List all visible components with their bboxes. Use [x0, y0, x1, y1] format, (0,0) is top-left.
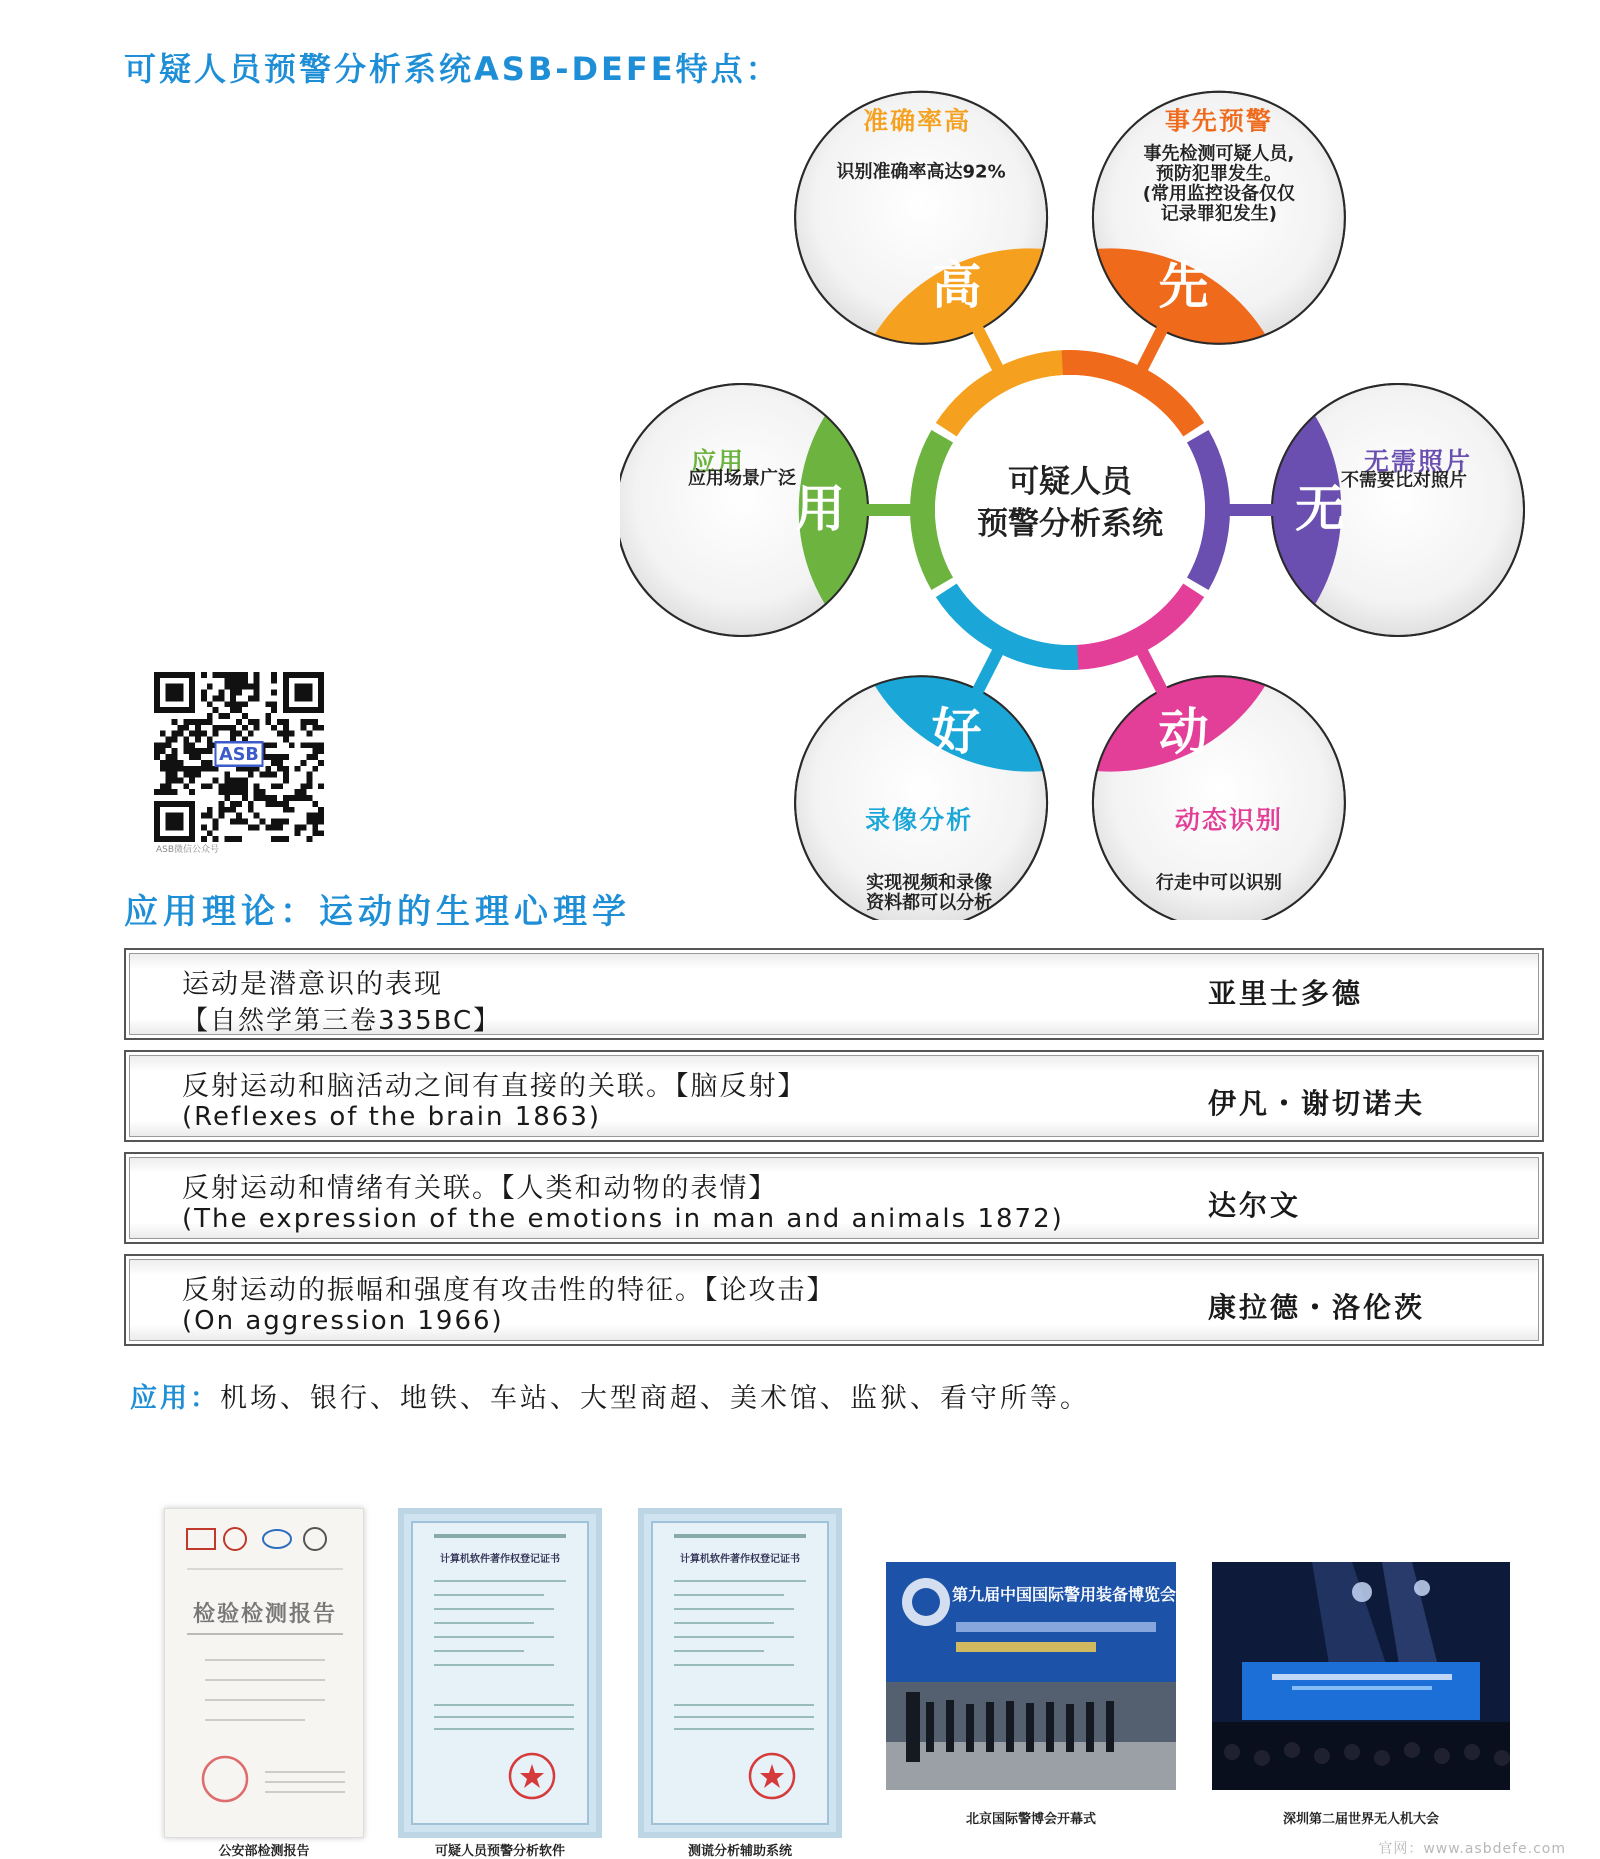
applications-text: 机场、银行、地铁、车站、大型商超、美术馆、监狱、看守所等。 — [220, 1383, 1090, 1414]
ring-connector — [1142, 651, 1165, 696]
theory-line-2: (On aggression 1966) — [182, 1306, 504, 1336]
image-caption: 北京国际警博会开幕式 — [965, 1812, 1096, 1827]
qr-logo: ASB — [219, 744, 259, 765]
feature-diagram — [620, 80, 1540, 920]
petal-desc: 资料都可以分析 — [866, 892, 993, 914]
theory-line-1: 运动是潜意识的表现 — [182, 969, 443, 1000]
applications-label: 应用： — [130, 1383, 220, 1414]
petal-title: 应用 — [690, 447, 746, 476]
inspection-report-image — [164, 1508, 364, 1838]
drone-conference-photo — [1212, 1562, 1510, 1790]
expo-banner: 第九届中国国际警用装备博览会 — [952, 1585, 1176, 1604]
petal-title: 准确率高 — [863, 106, 972, 136]
theory-author: 伊凡・谢切诺夫 — [1208, 1087, 1426, 1120]
petal-title: 无需照片 — [1363, 447, 1473, 476]
petal-title: 动态识别 — [1174, 805, 1283, 835]
image-caption: 深圳第二届世界无人机大会 — [1282, 1812, 1439, 1827]
page-title: 可疑人员预警分析系统ASB-DEFE特点： — [124, 50, 781, 88]
applications — [130, 1376, 1090, 1415]
theory-row — [124, 1152, 1544, 1244]
theory-line-1: 反射运动和脑活动之间有直接的关联。【脑反射】 — [182, 1071, 807, 1102]
certificate-title: 计算机软件著作权登记证书 — [440, 1554, 560, 1565]
petal-desc: 行走中可以识别 — [1155, 872, 1282, 894]
center-line-2: 预警分析系统 — [977, 506, 1163, 542]
petal-char: 先 — [1158, 257, 1209, 316]
petal-desc: 实现视频和录像 — [866, 872, 993, 894]
theory-line-2: (The expression of the emotions in man and animals 1872) — [182, 1204, 1064, 1234]
theory-author: 达尔文 — [1208, 1189, 1302, 1222]
petal-desc: 应用场景广泛 — [688, 468, 796, 489]
theory-author: 康拉德・洛伦茨 — [1208, 1291, 1426, 1324]
software-certificate-image — [398, 1508, 602, 1838]
software-certificate-image — [638, 1508, 842, 1838]
theory-line-1: 反射运动的振幅和强度有攻击性的特征。【论攻击】 — [182, 1275, 836, 1306]
petal-title: 录像分析 — [865, 805, 974, 835]
image-caption: 测谎分析辅助系统 — [687, 1844, 792, 1859]
petal-desc: (常用监控设备仅仅 — [1142, 183, 1296, 205]
petal-char: 用 — [795, 480, 845, 538]
ring-connector — [976, 325, 999, 370]
petal-char: 动 — [1158, 702, 1209, 761]
image-caption: 可疑人员预警分析软件 — [434, 1844, 565, 1859]
report-title: 检验检测报告 — [192, 1601, 337, 1627]
qr-caption: ASB微信公众号 — [156, 845, 220, 855]
petal-desc: 记录罪犯发生) — [1160, 203, 1278, 225]
petal-char: 好 — [931, 702, 982, 761]
ring-connector — [976, 651, 999, 696]
theory-line-1: 反射运动和情绪有关联。【人类和动物的表情】 — [182, 1173, 778, 1204]
center-line-1: 可疑人员 — [1008, 464, 1132, 500]
certificate-title: 计算机软件著作权登记证书 — [680, 1554, 800, 1565]
theory-line-2: (Reflexes of the brain 1863) — [182, 1102, 602, 1132]
petal-desc: 识别准确率高达92% — [836, 161, 1006, 183]
qr-code[interactable] — [154, 672, 324, 842]
petal-desc: 事先检测可疑人员, — [1143, 143, 1295, 165]
image-caption: 公安部检测报告 — [218, 1844, 310, 1859]
petal-desc: 不需要比对照片 — [1341, 470, 1467, 491]
petal-char: 无 — [1295, 480, 1345, 538]
petal-desc: 预防犯罪发生。 — [1155, 163, 1282, 185]
expo-opening-photo — [886, 1562, 1176, 1790]
theory-author: 亚里士多德 — [1208, 977, 1364, 1010]
ring-connector — [1142, 325, 1165, 370]
theory-row — [124, 1254, 1544, 1346]
theory-row — [124, 1050, 1544, 1142]
petal-char: 高 — [931, 257, 982, 316]
theory-row — [124, 948, 1544, 1040]
theory-title: 应用理论：运动的生理心理学 — [124, 892, 631, 932]
theory-line-2: 【自然学第三卷335BC】 — [182, 1006, 502, 1036]
petal-title: 事先预警 — [1164, 106, 1273, 136]
footer-url: 官网：www.asbdefe.com — [1378, 1841, 1566, 1857]
